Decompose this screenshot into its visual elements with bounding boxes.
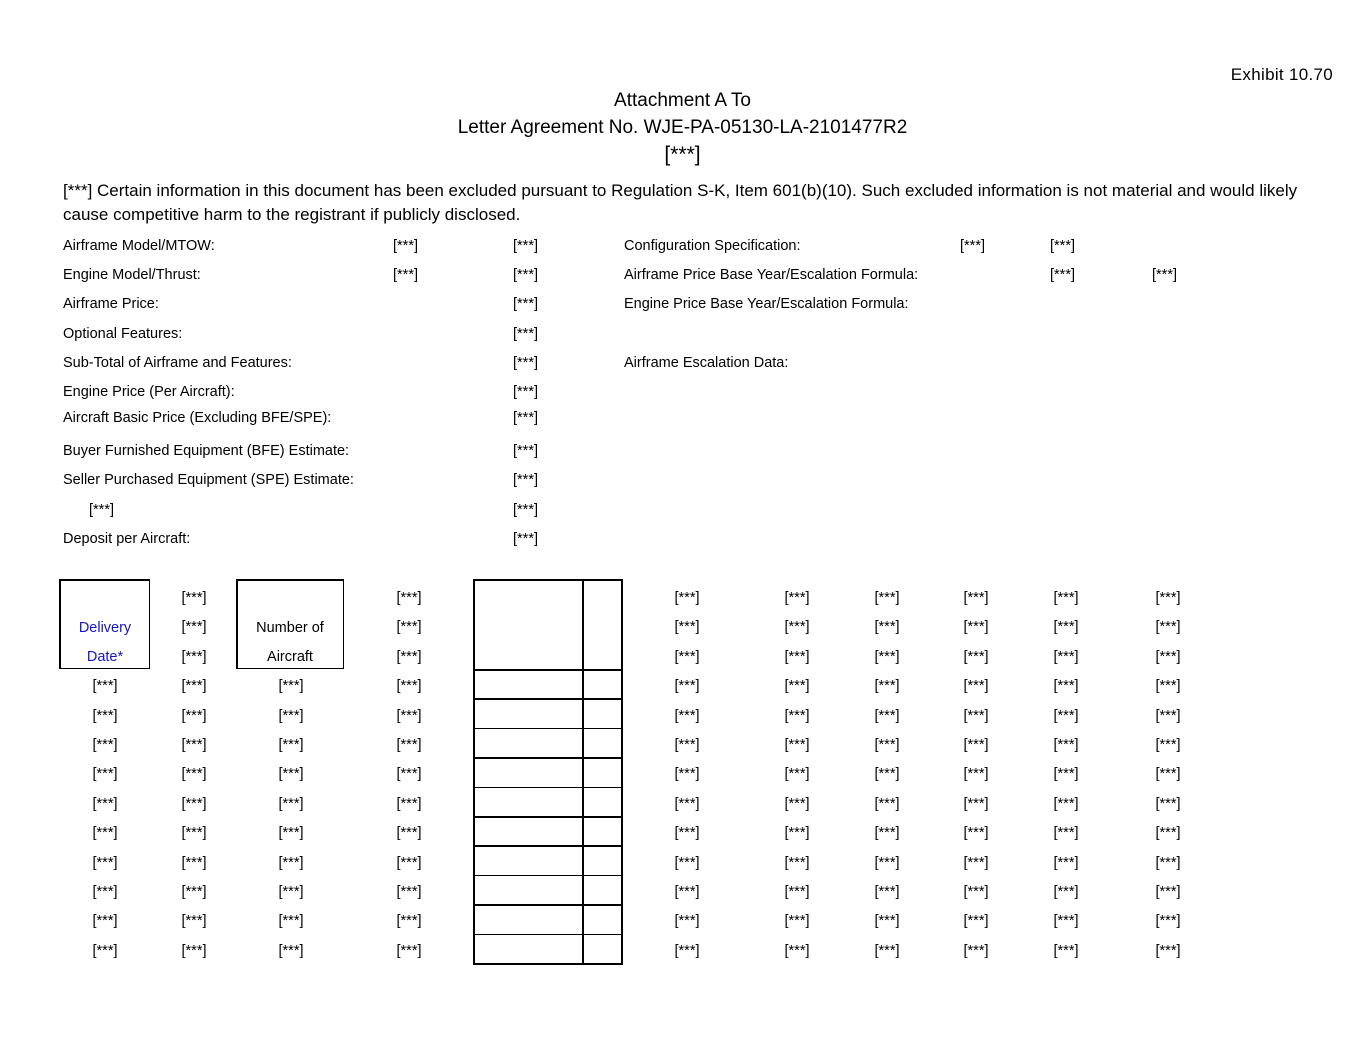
table-cell-right-col-3: [***] — [874, 942, 900, 959]
field-label: Airframe Price: — [63, 296, 159, 312]
table-cell-right-col-5: [***] — [1053, 648, 1079, 665]
table-cell-right-col-1: [***] — [674, 854, 700, 871]
grid-row-rule — [473, 728, 623, 730]
field-label: Deposit per Aircraft: — [63, 531, 191, 547]
table-cell-delivery-date: [***] — [92, 942, 118, 959]
number-header-line1: Number of — [256, 620, 324, 636]
table-cell-right-col-3: [***] — [874, 825, 900, 842]
table-cell-right-col-4: [***] — [963, 766, 989, 783]
table-cell-right-col-1: [***] — [674, 766, 700, 783]
table-cell-right-col-2: [***] — [784, 795, 810, 812]
field-value: [***] — [513, 502, 538, 518]
grid-row-rule — [473, 904, 623, 906]
grid-row-rule — [473, 757, 623, 759]
table-cell-delivery-date: [***] — [92, 795, 118, 812]
table-cell-right-col-5: [***] — [1053, 795, 1079, 812]
table-cell-right-col-1: [***] — [674, 590, 700, 606]
grid-header-rule — [473, 669, 623, 671]
table-cell-right-col-5: [***] — [1053, 678, 1079, 695]
table-cell-right-col-5: [***] — [1053, 766, 1079, 783]
table-cell-right-col-4: [***] — [963, 942, 989, 959]
exhibit-number: Exhibit 10.70 — [1230, 65, 1333, 84]
table-cell-aircraft-count: [***] — [278, 737, 304, 753]
table-cell-right-col-6: [***] — [1155, 737, 1181, 753]
table-cell-right-col-4: [***] — [963, 795, 989, 812]
table-cell-aircraft-count: [***] — [278, 913, 304, 930]
table-cell-right-col-3: [***] — [874, 884, 900, 900]
table-cell-aircraft-count: [***] — [278, 707, 304, 724]
table-cell-right-col-3: [***] — [874, 766, 900, 783]
table-cell-right-col-1: [***] — [674, 884, 700, 900]
delivery-header-line1: Delivery — [78, 620, 132, 636]
table-cell-delivery-date: [***] — [92, 913, 118, 930]
field-value: [***] — [513, 355, 538, 371]
table-cell-col-4: [***] — [396, 737, 422, 753]
table-cell-right-col-2: [***] — [784, 854, 810, 871]
letter-agreement-number: Letter Agreement No. WJE-PA-05130-LA-2101477R2 — [457, 117, 908, 138]
grid-row-rule — [473, 963, 623, 965]
table-cell-col-4: [***] — [396, 648, 422, 665]
table-cell-right-col-1: [***] — [674, 942, 700, 959]
table-cell-right-col-1: [***] — [674, 707, 700, 724]
table-cell-right-col-5: [***] — [1053, 854, 1079, 871]
table-cell-right-col-2: [***] — [784, 825, 810, 842]
table-cell-aircraft-count: [***] — [278, 854, 304, 871]
grid-row-rule — [473, 698, 623, 700]
field-label: Airframe Model/MTOW: — [63, 238, 215, 254]
field-label: Engine Price (Per Aircraft): — [63, 384, 235, 400]
table-cell-right-col-6: [***] — [1155, 913, 1181, 930]
field-value: [***] — [513, 531, 538, 547]
table-cell-right-col-4: [***] — [963, 707, 989, 724]
table-cell-col-4: [***] — [396, 707, 422, 724]
field-label: Seller Purchased Equipment (SPE) Estimate: — [63, 472, 354, 488]
table-cell-col-2: [***] — [181, 590, 207, 606]
table-cell-col-4: [***] — [396, 795, 422, 812]
table-cell-right-col-2: [***] — [784, 737, 810, 753]
table-cell-col-4: [***] — [396, 619, 422, 636]
table-cell-right-col-3: [***] — [874, 737, 900, 753]
table-cell-right-col-5: [***] — [1053, 942, 1079, 959]
table-cell-aircraft-count: [***] — [278, 795, 304, 812]
table-cell-aircraft-count: [***] — [278, 884, 304, 900]
table-cell-right-col-1: [***] — [674, 737, 700, 753]
table-cell-aircraft-count: [***] — [278, 942, 304, 959]
table-cell-col-4: [***] — [396, 678, 422, 695]
field-value: [***] — [393, 267, 418, 283]
table-cell-right-col-4: [***] — [963, 678, 989, 695]
table-cell-delivery-date: [***] — [92, 825, 118, 842]
table-cell-right-col-1: [***] — [674, 913, 700, 930]
table-cell-col-2: [***] — [181, 678, 207, 695]
table-cell-right-col-1: [***] — [674, 795, 700, 812]
table-cell-col-2: [***] — [181, 913, 207, 930]
field-label: Airframe Price Base Year/Escalation Formula: — [624, 267, 919, 283]
table-cell-right-col-6: [***] — [1155, 942, 1181, 959]
table-cell-right-col-6: [***] — [1155, 619, 1181, 636]
table-cell-right-col-3: [***] — [874, 678, 900, 695]
table-cell-delivery-date: [***] — [92, 678, 118, 695]
grid-row-rule — [473, 787, 623, 789]
table-cell-delivery-date: [***] — [92, 884, 118, 900]
table-cell-right-col-5: [***] — [1053, 825, 1079, 842]
table-cell-right-col-4: [***] — [963, 619, 989, 636]
grid-row-rule — [473, 816, 623, 818]
table-cell-right-col-4: [***] — [963, 737, 989, 753]
table-cell-col-2: [***] — [181, 737, 207, 753]
field-value: [***] — [513, 238, 538, 254]
redaction-notice: [***] Certain information in this document has been excluded pursuant to Regulation S-K, Item 601(b)(10). Such excluded information is not material and would likely cause competitive harm to the registrant if publicly disclosed. — [63, 181, 1298, 224]
table-cell-col-4: [***] — [396, 590, 422, 606]
table-cell-right-col-2: [***] — [784, 648, 810, 665]
table-cell-right-col-4: [***] — [963, 854, 989, 871]
table-cell-right-col-3: [***] — [874, 854, 900, 871]
field-label: Optional Features: — [63, 326, 183, 342]
table-cell-col-4: [***] — [396, 913, 422, 930]
field-value: [***] — [513, 296, 538, 312]
table-cell-col-2: [***] — [181, 648, 207, 665]
table-cell-right-col-2: [***] — [784, 942, 810, 959]
table-cell-right-col-3: [***] — [874, 707, 900, 724]
table-cell-right-col-6: [***] — [1155, 590, 1181, 606]
table-cell-right-col-2: [***] — [784, 766, 810, 783]
table-cell-aircraft-count: [***] — [278, 825, 304, 842]
table-cell-right-col-1: [***] — [674, 648, 700, 665]
table-cell-delivery-date: [***] — [92, 737, 118, 753]
table-cell-right-col-2: [***] — [784, 913, 810, 930]
table-cell-col-4: [***] — [396, 766, 422, 783]
table-cell-col-2: [***] — [181, 795, 207, 812]
table-cell-col-4: [***] — [396, 942, 422, 959]
table-cell-right-col-2: [***] — [784, 619, 810, 636]
grid-top-border — [473, 579, 622, 581]
table-cell-right-col-4: [***] — [963, 884, 989, 900]
field-value: [***] — [393, 238, 418, 254]
table-cell-right-col-6: [***] — [1155, 854, 1181, 871]
table-cell-delivery-date: [***] — [92, 707, 118, 724]
field-label: Configuration Specification: — [624, 238, 801, 254]
table-cell-col-2: [***] — [181, 942, 207, 959]
table-cell-right-col-4: [***] — [963, 648, 989, 665]
table-cell-col-2: [***] — [181, 766, 207, 783]
table-cell-right-col-4: [***] — [963, 913, 989, 930]
table-cell-col-4: [***] — [396, 854, 422, 871]
table-cell-right-col-6: [***] — [1155, 707, 1181, 724]
table-cell-col-2: [***] — [181, 884, 207, 900]
grid-row-rule — [473, 934, 623, 936]
table-cell-right-col-4: [***] — [963, 825, 989, 842]
field-label: Engine Price Base Year/Escalation Formula: — [624, 296, 909, 312]
field-label: Engine Model/Thrust: — [63, 267, 201, 283]
table-cell-col-4: [***] — [396, 825, 422, 842]
field-label: Airframe Escalation Data: — [624, 355, 789, 371]
field-label: [***] — [89, 502, 114, 518]
table-cell-right-col-5: [***] — [1053, 707, 1079, 724]
table-cell-right-col-4: [***] — [963, 590, 989, 606]
table-cell-right-col-2: [***] — [784, 590, 810, 606]
table-cell-right-col-5: [***] — [1053, 737, 1079, 753]
field-value: [***] — [513, 384, 538, 400]
table-cell-right-col-6: [***] — [1155, 678, 1181, 695]
table-cell-right-col-3: [***] — [874, 648, 900, 665]
table-cell-right-col-3: [***] — [874, 590, 900, 606]
table-cell-col-2: [***] — [181, 854, 207, 871]
table-cell-right-col-1: [***] — [674, 825, 700, 842]
table-cell-right-col-6: [***] — [1155, 648, 1181, 665]
table-cell-col-2: [***] — [181, 707, 207, 724]
table-cell-right-col-6: [***] — [1155, 795, 1181, 812]
field-label: Buyer Furnished Equipment (BFE) Estimate: — [63, 443, 350, 459]
table-cell-right-col-2: [***] — [784, 707, 810, 724]
table-cell-right-col-6: [***] — [1155, 884, 1181, 900]
field-value: [***] — [1152, 267, 1177, 283]
table-cell-aircraft-count: [***] — [278, 678, 304, 695]
field-value: [***] — [1050, 238, 1075, 254]
table-cell-right-col-6: [***] — [1155, 825, 1181, 842]
field-value: [***] — [513, 326, 538, 342]
field-value: [***] — [513, 410, 538, 426]
table-cell-right-col-5: [***] — [1053, 913, 1079, 930]
redacted-title: [***] — [664, 143, 701, 166]
table-cell-right-col-3: [***] — [874, 795, 900, 812]
number-header-line2: Aircraft — [267, 649, 313, 665]
table-cell-right-col-3: [***] — [874, 913, 900, 930]
table-cell-delivery-date: [***] — [92, 854, 118, 871]
field-value: [***] — [513, 443, 538, 459]
table-cell-right-col-1: [***] — [674, 619, 700, 636]
field-value: [***] — [960, 238, 985, 254]
table-cell-right-col-5: [***] — [1053, 884, 1079, 900]
table-cell-right-col-5: [***] — [1053, 619, 1079, 636]
delivery-header-line2: Date* — [86, 649, 124, 665]
table-cell-right-col-6: [***] — [1155, 766, 1181, 783]
field-value: [***] — [513, 472, 538, 488]
grid-row-rule — [473, 845, 623, 847]
table-cell-delivery-date: [***] — [92, 766, 118, 783]
grid-row-rule — [473, 875, 623, 877]
field-label: Aircraft Basic Price (Excluding BFE/SPE): — [63, 410, 332, 426]
field-value: [***] — [513, 267, 538, 283]
table-cell-right-col-5: [***] — [1053, 590, 1079, 606]
table-cell-right-col-2: [***] — [784, 884, 810, 900]
table-cell-right-col-2: [***] — [784, 678, 810, 695]
field-value: [***] — [1050, 267, 1075, 283]
table-cell-aircraft-count: [***] — [278, 766, 304, 783]
table-cell-col-4: [***] — [396, 884, 422, 900]
table-cell-col-2: [***] — [181, 619, 207, 636]
table-cell-col-2: [***] — [181, 825, 207, 842]
table-cell-right-col-1: [***] — [674, 678, 700, 695]
page-title: Attachment A To — [614, 90, 751, 111]
table-cell-right-col-3: [***] — [874, 619, 900, 636]
field-label: Sub-Total of Airframe and Features: — [63, 355, 292, 371]
